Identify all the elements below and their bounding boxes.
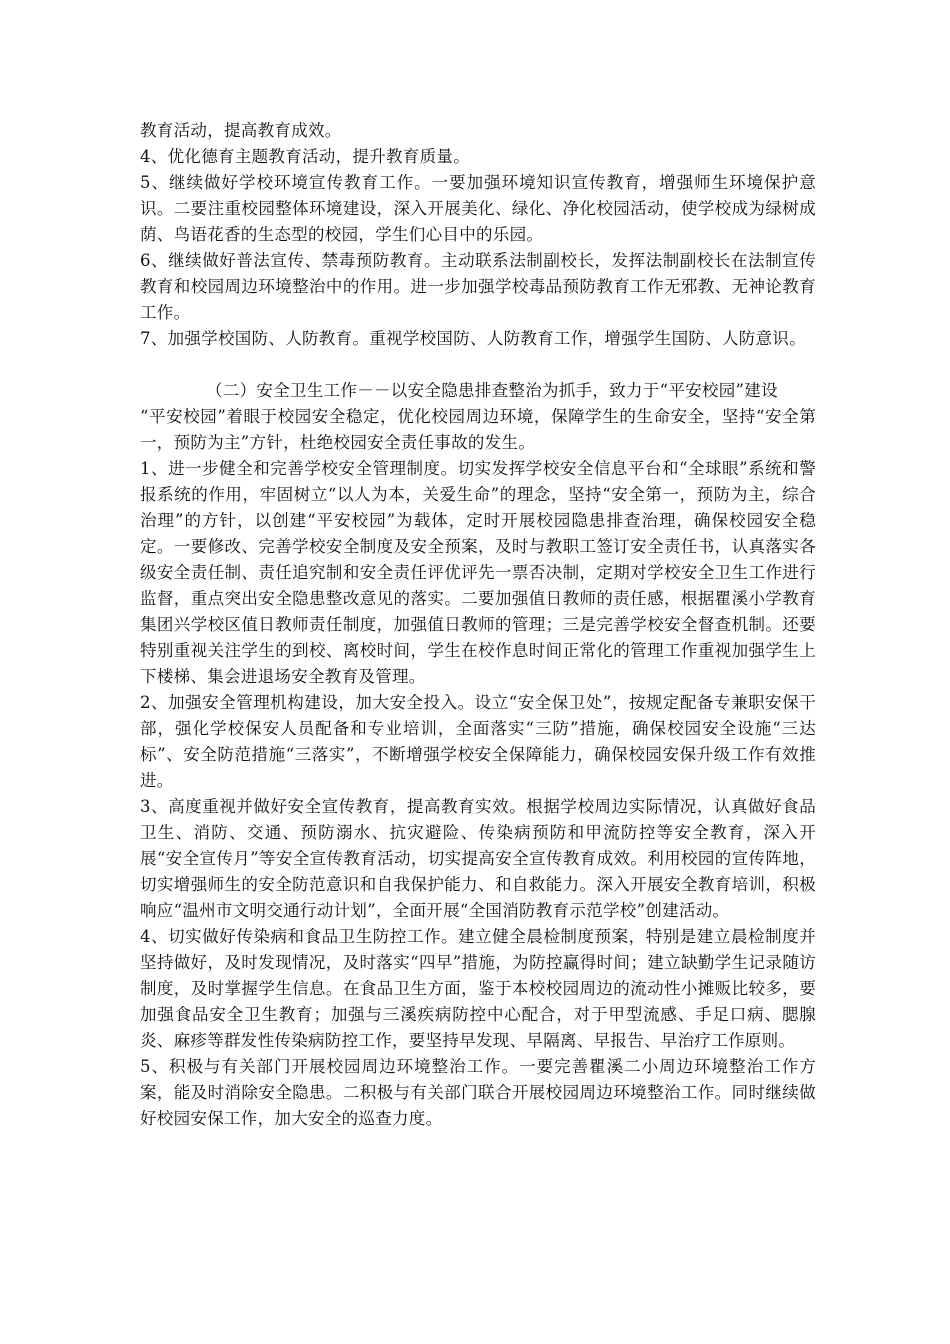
paragraph-safety-3: 3、高度重视并做好安全宣传教育，提高教育实效。根据学校周边实际情况，认真做好食品卫生、消防、交通、预防溺水、抗灾避险、传染病预防和甲流防控等安全教育，深入开展“安全宣传月”等安全宣传教育活动，切实提高安全宣传教育成效。利用校园的宣传阵地，切实增强师生的安全防范意识和自我保护能力、和自救能力。深入开展安全教育培训，积极响应“温州市文明交通行动计划”，全面开展“全国消防教育示范学校”创建活动。 — [140, 797, 816, 920]
paragraph-safety-4: 4、切实做好传染病和食品卫生防控工作。建立健全晨检制度预案，特别是建立晨检制度并坚持做好，及时发现情况，及时落实“四早”措施，为防控赢得时间；建立缺勤学生记录随访制度，及时掌握学生信息。在食品卫生方面，鉴于本校校园周边的流动性小摊贩比较多，要加强食品安全卫生教育；加强与三溪疾病防控中心配合，对于甲型流感、手足口病、腮腺炎、麻疹等群发性传染病防控工作，要坚持早发现、早隔离、早报告、早治疗工作原则。 — [140, 927, 816, 1050]
paragraph-safety-5: 5、积极与有关部门开展校园周边环境整治工作。一要完善瞿溪二小周边环境整治工作方案，能及时消除安全隐患。二积极与有关部门联合开展校园周边环境整治工作。同时继续做好校园安保工作，加大安全的巡查力度。 — [140, 1057, 816, 1128]
paragraph-item-5: 5、继续做好学校环境宣传教育工作。一要加强环境知识宣传教育，增强师生环境保护意识。二要注重校园整体环境建设，深入开展美化、绿化、净化校园活动，使学校成为绿树成荫、鸟语花香的生态型的校园，学生们心目中的乐园。 — [140, 173, 816, 244]
paragraph-item-6: 6、继续做好普法宣传、禁毒预防教育。主动联系法制副校长，发挥法制副校长在法制宣传教育和校园周边环境整治中的作用。进一步加强学校毒品预防教育工作无邪教、无神论教育工作。 — [140, 251, 816, 322]
paragraph-intro: “平安校园”着眼于校园安全稳定，优化校园周边环境，保障学生的生命安全，坚持“安全第一，预防为主”方针，杜绝校园安全责任事故的发生。 — [140, 407, 816, 452]
paragraph-safety-2: 2、加强安全管理机构建设，加大安全投入。设立“安全保卫处”，按规定配备专兼职安保干部，强化学校保安人员配备和专业培训，全面落实“三防”措施，确保校园安全设施“三达标”、安全防范措施“三落实”，不断增强学校安全保障能力，确保校园安保升级工作有效推进。 — [140, 693, 816, 790]
section-heading: （二）安全卫生工作－－以安全隐患排查整治为抓手，致力于“平安校园”建设 — [206, 381, 778, 400]
paragraph-item-7: 7、加强学校国防、人防教育。重视学校国防、人防教育工作，增强学生国防、人防意识。 — [140, 329, 806, 348]
document-page — [140, 118, 816, 1132]
paragraph-safety-1: 1、进一步健全和完善学校安全管理制度。切实发挥学校安全信息平台和“全球眼”系统和警报系统的作用，牢固树立“以人为本，关爱生命”的理念，坚持“安全第一，预防为主，综合治理”的方针，以创建“平安校园”为载体，定时开展校园隐患排查治理，确保校园安全稳定。一要修改、完善学校安全制度及安全预案，及时与教职工签订安全责任书，认真落实各级安全责任制、责任追究制和安全责任评优评先一票否决制，定期对学校安全卫生工作进行监督，重点突出安全隐患整改意见的落实。二要加强值日教师的责任感，根据瞿溪小学教育集团兴学校区值日教师责任制度，加强值日教师的管理；三是完善学校安全督查机制。还要特别重视关注学生的到校、离校时间，学生在校作息时间正常化的管理工作重视加强学生上下楼梯、集会进退场安全教育及管理。 — [140, 459, 816, 686]
paragraph-item-4: 4、优化德育主题教育活动，提升教育质量。 — [140, 147, 470, 166]
paragraph-continuation: 教育活动，提高教育成效。 — [140, 121, 342, 140]
paragraph-gap — [140, 352, 816, 378]
